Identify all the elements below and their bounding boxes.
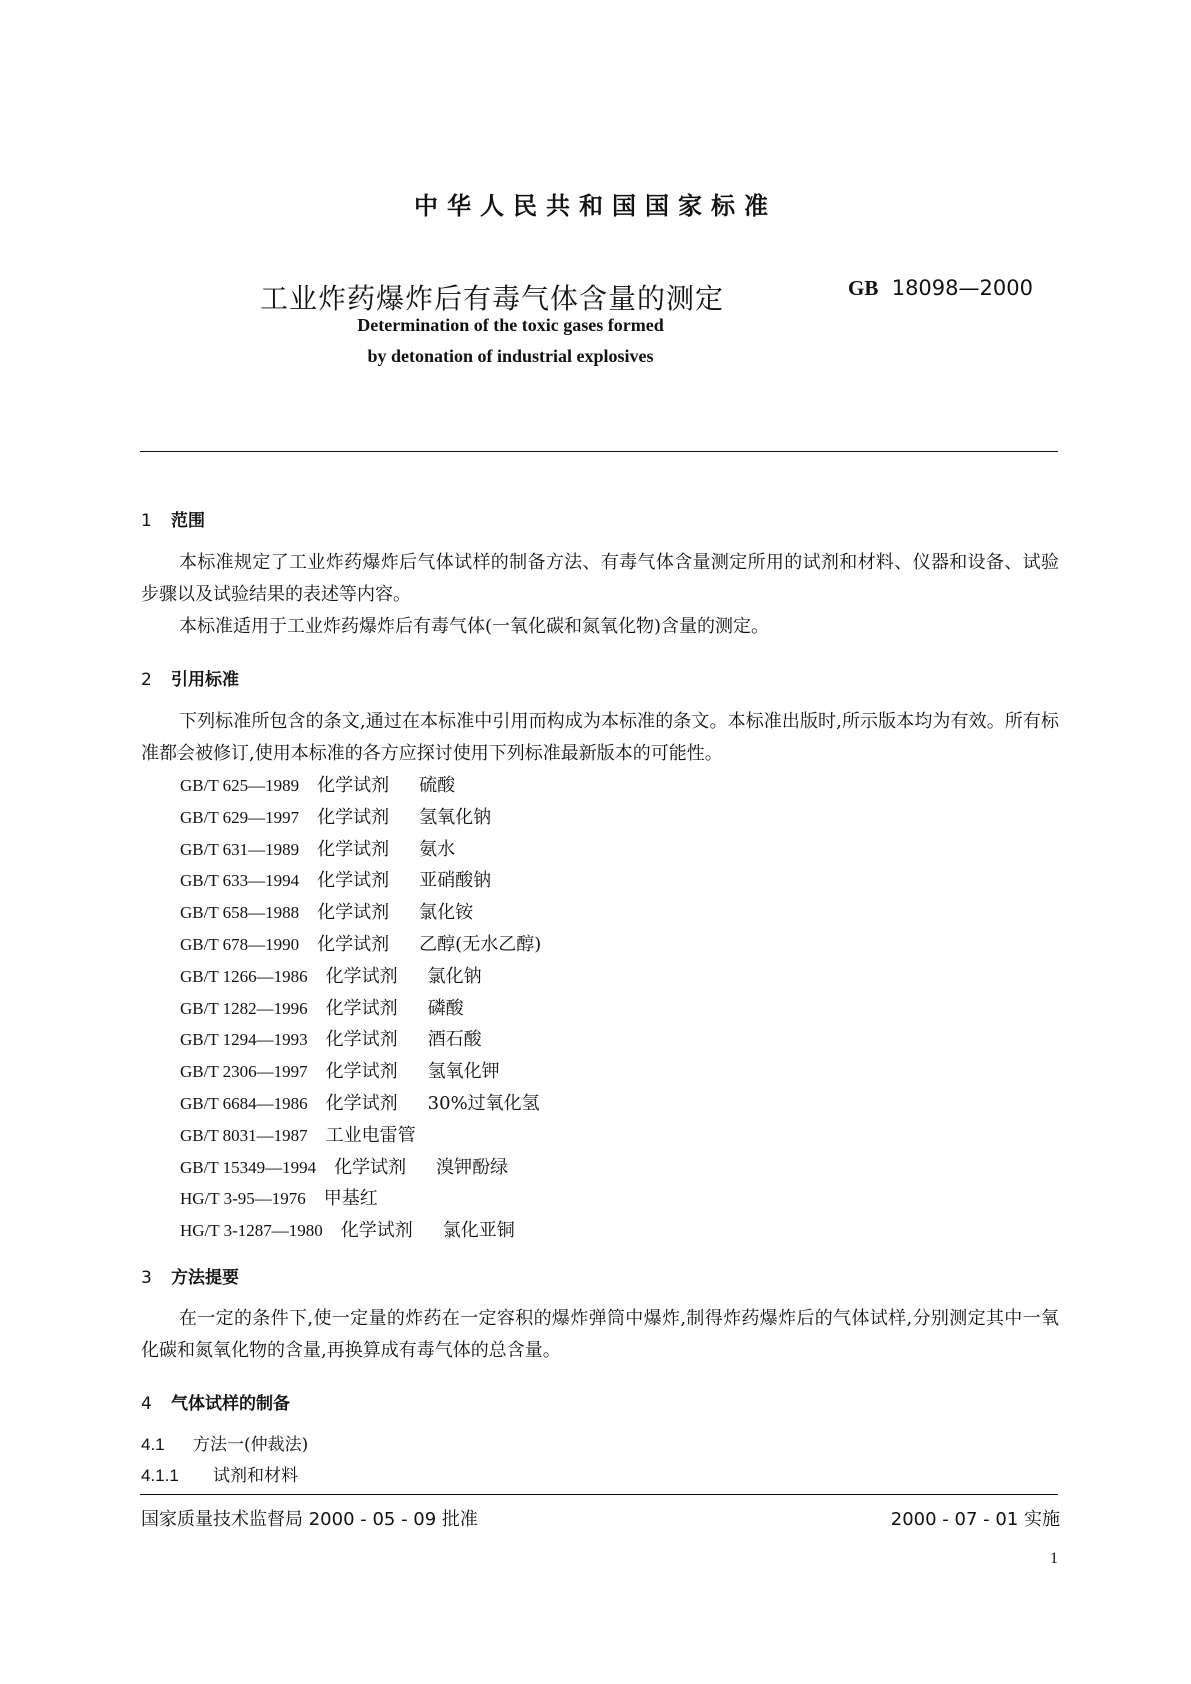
reference-name: 氨水 (419, 838, 456, 860)
reference-category: 化学试剂 (340, 1220, 413, 1242)
reference-code: HG/T 3-95—1976 (180, 1189, 306, 1209)
reference-item (180, 929, 541, 961)
document-title-en-line1: Determination of the toxic gases formed (357, 315, 664, 335)
reference-category: 化学试剂 (325, 1029, 398, 1051)
reference-item (180, 770, 541, 802)
reference-code: GB/T 1294—1993 (180, 1030, 308, 1050)
section-2-heading (141, 665, 239, 690)
reference-name: 氢氧化钠 (419, 806, 492, 828)
section-4-heading (141, 1389, 290, 1414)
reference-item (180, 1120, 541, 1152)
reference-category: 化学试剂 (325, 1061, 398, 1083)
reference-code: GB/T 8031—1987 (180, 1125, 308, 1145)
reference-name: 酒石酸 (427, 1029, 482, 1051)
normative-reference-list (180, 770, 541, 1247)
reference-category: 化学试剂 (317, 870, 390, 892)
reference-item (180, 1152, 541, 1184)
reference-code: GB/T 15349—1994 (180, 1157, 317, 1177)
reference-category: 化学试剂 (317, 902, 390, 924)
reference-code: GB/T 1282—1996 (180, 998, 308, 1018)
reference-category: 化学试剂 (325, 1092, 398, 1114)
paragraph: 本标准规定了工业炸药爆炸后气体试样的制备方法、有毒气体含量测定所用的试剂和材料、仪器和设备、试验步骤以及试验结果的表述等内容。 (141, 552, 1059, 605)
reference-item (180, 993, 541, 1025)
reference-item (180, 897, 541, 929)
reference-name: 硫酸 (419, 775, 456, 796)
reference-name: 亚硝酸钠 (419, 870, 492, 892)
standard-code: 18098—2000 (891, 276, 1033, 300)
reference-code: HG/T 3-1287—1980 (180, 1221, 323, 1241)
subsection-4-1 (141, 1430, 308, 1455)
reference-category: 化学试剂 (325, 965, 398, 987)
reference-name: 氢氧化钾 (427, 1061, 500, 1083)
section-title: 引用标准 (171, 670, 239, 690)
reference-code: GB/T 625—1989 (180, 776, 300, 795)
footer-divider (140, 1494, 1058, 1495)
reference-category: 化学试剂 (325, 997, 398, 1019)
paragraph: 在一定的条件下,使一定量的炸药在一定容积的爆炸弹筒中爆炸,制得炸药爆炸后的气体试样,分别测定其中一氧化碳和氮氧化物的含量,再换算成有毒气体的总含量。 (141, 1308, 1059, 1361)
reference-item (180, 834, 541, 866)
reference-category: 工业电雷管 (325, 1124, 416, 1146)
standard-number (848, 276, 1033, 301)
subsection-title: 试剂和材料 (213, 1466, 298, 1486)
reference-name: 乙醇(无水乙醇) (419, 933, 542, 955)
reference-item (180, 961, 541, 993)
reference-code: GB/T 6684—1986 (180, 1093, 308, 1113)
document-title-cn: 工业炸药爆炸后有毒气体含量的测定 (260, 282, 725, 315)
reference-code: GB/T 629—1997 (180, 807, 300, 827)
subsection-number: 4.1 (141, 1435, 165, 1454)
paragraph: 下列标准所包含的条文,通过在本标准中引用而构成为本标准的条文。本标准出版时,所示版本均为有效。所有标准都会被修订,使用本标准的各方应探讨使用下列标准最新版本的可能性。 (141, 711, 1059, 764)
reference-item (180, 1024, 541, 1056)
section-number: 1 (141, 511, 152, 531)
document-title-en-line2: by detonation of industrial explosives (367, 346, 654, 366)
section-title: 范围 (171, 511, 205, 531)
reference-item (180, 1183, 541, 1215)
reference-item (180, 1088, 541, 1120)
section-number: 2 (141, 670, 152, 690)
national-standard-heading: 中华人民共和国国家标准 (414, 192, 777, 220)
reference-item (180, 1056, 541, 1088)
reference-code: GB/T 658—1988 (180, 903, 300, 923)
paragraph: 本标准适用于工业炸药爆炸后有毒气体(一氧化碳和氮氧化物)含量的测定。 (179, 616, 770, 637)
approval-date: 国家质量技术监督局 2000 - 05 - 09 批准 (141, 1509, 478, 1530)
reference-item (180, 802, 541, 834)
section-1-heading (141, 506, 205, 531)
reference-item (180, 865, 541, 897)
reference-code: GB/T 1266—1986 (180, 966, 308, 986)
section-3-body (141, 1303, 1059, 1367)
section-number: 3 (141, 1268, 152, 1288)
reference-name: 30%过氧化氢 (427, 1092, 540, 1114)
reference-category: 化学试剂 (317, 775, 390, 796)
subsection-title: 方法一(仲裁法) (193, 1435, 309, 1455)
reference-name: 氯化铵 (419, 902, 474, 924)
section-1-body (141, 547, 1059, 643)
section-number: 4 (141, 1394, 152, 1414)
reference-code: GB/T 2306—1997 (180, 1062, 308, 1082)
reference-code: GB/T 631—1989 (180, 839, 300, 859)
section-title: 方法提要 (171, 1268, 239, 1288)
header-divider (140, 451, 1058, 452)
reference-category: 化学试剂 (334, 1156, 407, 1178)
page-number: 1 (1050, 1550, 1058, 1567)
reference-code: GB/T 633—1994 (180, 871, 300, 891)
reference-name: 氯化钠 (427, 965, 482, 987)
implementation-date: 2000 - 07 - 01 实施 (890, 1509, 1060, 1530)
reference-category: 化学试剂 (317, 838, 390, 860)
reference-code: GB/T 678—1990 (180, 934, 300, 954)
reference-name: 磷酸 (427, 997, 464, 1019)
reference-name: 氯化亚铜 (442, 1220, 515, 1242)
standard-prefix: GB (848, 276, 879, 300)
section-3-heading (141, 1263, 239, 1288)
reference-name: 溴钾酚绿 (436, 1156, 509, 1178)
reference-category: 化学试剂 (317, 806, 390, 828)
subsection-number: 4.1.1 (141, 1466, 179, 1485)
reference-item (180, 1215, 541, 1247)
section-title: 气体试样的制备 (171, 1394, 290, 1414)
reference-category: 甲基红 (323, 1188, 378, 1210)
reference-category: 化学试剂 (317, 933, 390, 955)
subsection-4-1-1 (141, 1461, 298, 1486)
section-2-body (141, 706, 1059, 770)
